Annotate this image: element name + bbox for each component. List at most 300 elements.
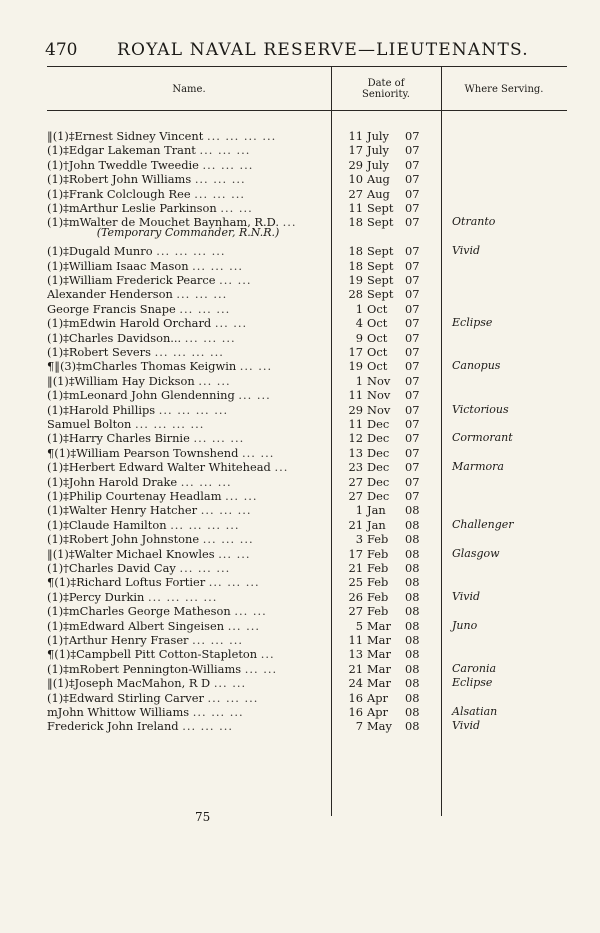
seniority-year: 07 bbox=[405, 201, 420, 215]
officer-name bbox=[47, 532, 329, 546]
table-row bbox=[47, 518, 567, 532]
column-header-where-serving: Where Serving. bbox=[464, 84, 544, 95]
officer-name-text: (1)‡mCharles George Matheson bbox=[47, 604, 231, 619]
table-row bbox=[47, 259, 567, 273]
officer-name bbox=[47, 590, 329, 604]
seniority-month: Oct bbox=[367, 359, 388, 374]
table-row bbox=[47, 647, 567, 661]
seniority-month: Nov bbox=[367, 402, 391, 417]
column-header-seniority-line1: Date of bbox=[367, 78, 405, 89]
seniority-day: 27 bbox=[348, 474, 363, 489]
seniority-day: 17 bbox=[348, 345, 363, 359]
seniority-year: 07 bbox=[405, 157, 420, 172]
serving-ship: Eclipse bbox=[452, 316, 493, 330]
officer-name-text: ¶(1)‡Richard Loftus Fortier bbox=[47, 575, 206, 590]
seniority-year: 07 bbox=[405, 388, 420, 403]
seniority-day: 13 bbox=[348, 445, 363, 460]
officer-name-text: (1)‡Harry Charles Birnie bbox=[47, 431, 190, 446]
seniority-year: 07 bbox=[405, 489, 420, 503]
seniority-year: 08 bbox=[405, 589, 420, 604]
seniority-month: July bbox=[367, 129, 389, 143]
seniority-month: Dec bbox=[367, 431, 390, 446]
seniority-day: 16 bbox=[348, 690, 363, 705]
table-row bbox=[47, 244, 567, 258]
table-row bbox=[47, 374, 567, 388]
seniority-day: 7 bbox=[355, 719, 363, 734]
seniority-month: Feb bbox=[367, 575, 389, 590]
table-row bbox=[47, 532, 567, 546]
table-row bbox=[47, 403, 567, 417]
table-row bbox=[47, 345, 567, 359]
officer-name-text: ¶(1)‡Campbell Pitt Cotton-Stapleton bbox=[47, 647, 258, 662]
seniority-month: Mar bbox=[367, 618, 391, 633]
serving-ship: Caronia bbox=[452, 661, 497, 675]
seniority-year: 08 bbox=[405, 647, 420, 662]
officer-name bbox=[47, 431, 329, 445]
table-row bbox=[47, 316, 567, 330]
officer-name bbox=[47, 287, 329, 301]
officer-name-text: ‖(1)‡Joseph MacMahon, R D bbox=[47, 676, 211, 691]
seniority-month: Sept bbox=[367, 201, 394, 215]
printer-signature: 75 bbox=[195, 810, 211, 824]
seniority-month: Oct bbox=[367, 345, 388, 359]
table-row bbox=[47, 575, 567, 589]
seniority-month: Dec bbox=[367, 445, 390, 460]
dot-leaders: ... bbox=[274, 460, 289, 475]
page-title: ROYAL NAVAL RESERVE—LIEUTENANTS. bbox=[117, 40, 529, 60]
seniority-day: 21 bbox=[348, 661, 363, 676]
officer-name bbox=[47, 633, 329, 647]
seniority-month: Feb bbox=[367, 546, 389, 561]
lieutenants-table bbox=[47, 66, 567, 816]
table-row bbox=[47, 417, 567, 431]
seniority-year: 07 bbox=[405, 402, 420, 417]
officer-name-text: (1)‡Claude Hamilton bbox=[47, 517, 167, 532]
table-row bbox=[47, 187, 567, 201]
officer-name-text: (1)‡Robert John Williams bbox=[47, 172, 192, 187]
seniority-month: Dec bbox=[367, 474, 390, 489]
seniority-year: 07 bbox=[405, 129, 420, 143]
dot-leaders: ... ... ... bbox=[193, 431, 245, 446]
officer-name bbox=[47, 345, 329, 359]
seniority-day: 11 bbox=[348, 417, 363, 431]
seniority-year: 07 bbox=[405, 172, 420, 187]
officer-name bbox=[47, 417, 329, 431]
seniority-day: 27 bbox=[348, 186, 363, 201]
dot-leaders: ... ... bbox=[244, 661, 278, 676]
officer-name bbox=[47, 518, 329, 532]
dot-leaders: ... ... bbox=[238, 388, 271, 403]
dot-leaders: ... bbox=[260, 647, 275, 662]
seniority-year: 08 bbox=[405, 503, 420, 518]
officer-name-text: (1)‡mEdwin Harold Orchard bbox=[47, 316, 212, 331]
seniority-year: 07 bbox=[405, 316, 420, 331]
seniority-year: 08 bbox=[405, 575, 420, 590]
table-row bbox=[47, 489, 567, 503]
officer-name-text: (1)‡William Frederick Pearce bbox=[47, 273, 216, 287]
dot-leaders: ... ... ... bbox=[179, 561, 231, 575]
rank-note: (Temporary Commander, R.N.R.) bbox=[96, 226, 280, 239]
dot-leaders: ... ... bbox=[214, 316, 248, 331]
seniority-year: 08 bbox=[405, 690, 420, 705]
table-row bbox=[47, 460, 567, 474]
officer-name-text: (1)†John Tweddle Tweedie bbox=[47, 157, 199, 172]
dot-leaders: ... ... ... bbox=[184, 330, 236, 345]
seniority-month: Feb bbox=[367, 589, 389, 604]
officer-name bbox=[47, 388, 329, 402]
officer-name-text: Frederick John Ireland bbox=[47, 719, 179, 734]
seniority-year: 07 bbox=[405, 287, 420, 302]
seniority-day: 17 bbox=[348, 143, 363, 158]
dot-leaders: ... ... bbox=[242, 445, 275, 460]
seniority-year: 08 bbox=[405, 676, 420, 691]
seniority-year: 07 bbox=[405, 258, 420, 273]
officer-name bbox=[47, 705, 329, 719]
seniority-year: 07 bbox=[405, 373, 420, 388]
seniority-day: 11 bbox=[348, 633, 363, 647]
seniority-month: Sept bbox=[367, 244, 394, 259]
officer-name-text: (1)‡mArthur Leslie Parkinson bbox=[47, 201, 217, 215]
seniority-day: 13 bbox=[348, 647, 363, 662]
seniority-day: 16 bbox=[348, 705, 363, 719]
seniority-month: Jan bbox=[367, 503, 386, 518]
table-row bbox=[47, 719, 567, 733]
serving-ship: Marmora bbox=[452, 460, 504, 474]
seniority-day: 11 bbox=[348, 129, 363, 143]
seniority-month: May bbox=[367, 719, 392, 734]
seniority-month: Sept bbox=[367, 258, 394, 273]
officer-name bbox=[47, 662, 329, 676]
dot-leaders: ... ... ... ... bbox=[158, 402, 229, 417]
officer-name-text: (1)‡Edward Stirling Carver bbox=[47, 690, 204, 705]
dot-leaders: ... bbox=[282, 215, 297, 230]
officer-name-text: (1)‡Edgar Lakeman Trant bbox=[47, 143, 196, 158]
page-header bbox=[45, 40, 565, 64]
officer-name bbox=[47, 172, 329, 186]
dot-leaders: ... ... ... bbox=[199, 143, 251, 158]
table-row bbox=[47, 143, 567, 157]
officer-name-text: ‖(1)‡Ernest Sidney Vincent bbox=[47, 129, 204, 143]
officer-name bbox=[47, 158, 329, 172]
seniority-month: Mar bbox=[367, 676, 391, 691]
seniority-year: 07 bbox=[405, 301, 420, 316]
officer-name bbox=[47, 187, 329, 201]
seniority-month: Feb bbox=[367, 561, 389, 575]
seniority-day: 4 bbox=[355, 316, 363, 331]
seniority-year: 07 bbox=[405, 345, 420, 359]
seniority-day: 19 bbox=[348, 359, 363, 374]
table-row bbox=[47, 561, 567, 575]
officer-name-text: (1)‡William Isaac Mason bbox=[47, 258, 189, 273]
seniority-day: 23 bbox=[348, 460, 363, 475]
seniority-year: 08 bbox=[405, 661, 420, 676]
seniority-year: 08 bbox=[405, 546, 420, 561]
officer-name bbox=[47, 273, 329, 287]
officer-name-text: (1)‡Robert Severs bbox=[47, 345, 151, 359]
serving-ship: Glasgow bbox=[452, 546, 500, 560]
officer-name-text: (1)‡Dugald Munro bbox=[47, 244, 153, 259]
seniority-day: 11 bbox=[348, 388, 363, 403]
seniority-year: 07 bbox=[405, 215, 420, 230]
dot-leaders: ... ... ... bbox=[192, 258, 244, 273]
seniority-year: 07 bbox=[405, 417, 420, 431]
seniority-day: 18 bbox=[348, 215, 363, 230]
dot-leaders: ... ... ... bbox=[194, 172, 246, 187]
seniority-day: 18 bbox=[348, 244, 363, 259]
officer-name bbox=[47, 719, 329, 733]
table-row bbox=[47, 676, 567, 690]
officer-name bbox=[47, 561, 329, 575]
officer-name-text: (1)‡Herbert Edward Walter Whitehead bbox=[47, 460, 271, 475]
seniority-month: Aug bbox=[367, 186, 390, 201]
table-row bbox=[47, 705, 567, 719]
seniority-day: 1 bbox=[355, 373, 363, 388]
officer-name-text: ‖(1)‡Walter Michael Knowles bbox=[47, 546, 215, 561]
officer-name bbox=[47, 446, 329, 460]
dot-leaders: ... ... ... ... bbox=[148, 589, 218, 604]
seniority-day: 19 bbox=[348, 273, 363, 287]
seniority-month: Dec bbox=[367, 489, 390, 503]
seniority-month: Mar bbox=[367, 661, 391, 676]
serving-ship: Victorious bbox=[452, 402, 509, 416]
officer-name-text: ¶‖(3)‡mCharles Thomas Keigwin bbox=[47, 359, 237, 374]
officer-name bbox=[47, 302, 329, 316]
officer-name-text: (1)†Arthur Henry Fraser bbox=[47, 633, 189, 647]
seniority-day: 9 bbox=[355, 330, 363, 345]
seniority-month: Dec bbox=[367, 460, 390, 475]
seniority-day: 1 bbox=[355, 503, 363, 518]
officer-name-text: mJohn Whittow Williams bbox=[47, 705, 190, 719]
serving-ship: Canopus bbox=[452, 359, 501, 373]
seniority-year: 07 bbox=[405, 474, 420, 489]
seniority-day: 21 bbox=[348, 561, 363, 575]
officer-name bbox=[47, 129, 329, 143]
dot-leaders: ... ... bbox=[225, 489, 258, 503]
seniority-year: 08 bbox=[405, 618, 420, 633]
dot-leaders: ... ... ... bbox=[202, 157, 254, 172]
serving-ship: Otranto bbox=[452, 215, 496, 229]
seniority-month: Nov bbox=[367, 388, 391, 403]
table-row bbox=[47, 129, 567, 143]
serving-ship: Vivid bbox=[452, 244, 481, 258]
officer-name bbox=[47, 547, 329, 561]
dot-leaders: ... ... ... bbox=[207, 690, 259, 705]
seniority-month: Feb bbox=[367, 604, 389, 619]
seniority-day: 17 bbox=[348, 546, 363, 561]
dot-leaders: ... ... bbox=[218, 546, 251, 561]
officer-name-text: (1)‡mLeonard John Glendenning bbox=[47, 388, 235, 403]
table-row bbox=[47, 331, 567, 345]
dot-leaders: ... ... ... bbox=[200, 503, 252, 518]
officer-name bbox=[47, 143, 329, 157]
table-row bbox=[47, 302, 567, 316]
seniority-month: Oct bbox=[367, 301, 388, 316]
seniority-year: 07 bbox=[405, 143, 420, 158]
seniority-day: 11 bbox=[348, 201, 363, 215]
table-top-rule bbox=[47, 66, 567, 67]
seniority-month: Sept bbox=[367, 273, 394, 287]
dot-leaders: ... ... ... bbox=[208, 575, 260, 590]
officer-name bbox=[47, 503, 329, 517]
dot-leaders: ... ... bbox=[213, 676, 247, 691]
dot-leaders: ... ... bbox=[219, 273, 252, 287]
dot-leaders: ... ... ... bbox=[202, 532, 254, 547]
officer-name-text: (1)‡Philip Courtenay Headlam bbox=[47, 489, 222, 503]
seniority-day: 26 bbox=[348, 589, 363, 604]
seniority-day: 25 bbox=[348, 575, 363, 590]
officer-name-text: (1)‡Harold Phillips bbox=[47, 402, 156, 417]
serving-ship: Cormorant bbox=[452, 431, 513, 445]
officer-name-text: ¶(1)‡William Pearson Townshend bbox=[47, 445, 239, 460]
seniority-month: Apr bbox=[367, 690, 388, 705]
table-row bbox=[47, 158, 567, 172]
officer-name-text: ‖(1)‡William Hay Dickson bbox=[47, 373, 195, 388]
table-row bbox=[47, 431, 567, 445]
officer-name bbox=[47, 359, 329, 373]
officer-name bbox=[47, 374, 329, 388]
dot-leaders: ... ... ... ... bbox=[156, 244, 226, 259]
seniority-year: 07 bbox=[405, 186, 420, 201]
serving-ship: Challenger bbox=[452, 517, 514, 531]
table-header-rule bbox=[47, 110, 567, 111]
seniority-month: Mar bbox=[367, 633, 391, 647]
officer-name-text: (1)‡Percy Durkin bbox=[47, 589, 145, 604]
officer-name bbox=[47, 316, 329, 330]
seniority-day: 12 bbox=[348, 431, 363, 446]
officer-name bbox=[47, 201, 329, 215]
officer-name-text: (1)‡mEdward Albert Singeisen bbox=[47, 618, 225, 633]
dot-leaders: ... ... ... bbox=[194, 186, 246, 201]
seniority-day: 24 bbox=[348, 676, 363, 691]
officer-name bbox=[47, 619, 329, 633]
seniority-month: Feb bbox=[367, 532, 389, 547]
seniority-month: Nov bbox=[367, 373, 391, 388]
table-row bbox=[47, 633, 567, 647]
seniority-day: 10 bbox=[348, 172, 363, 187]
seniority-year: 07 bbox=[405, 445, 420, 460]
table-row bbox=[47, 273, 567, 287]
officer-name bbox=[47, 259, 329, 273]
seniority-year: 08 bbox=[405, 633, 420, 647]
officer-name-text: (1)†Charles David Cay bbox=[47, 561, 176, 575]
seniority-year: 07 bbox=[405, 460, 420, 475]
seniority-day: 5 bbox=[355, 618, 363, 633]
officer-name-text: Alexander Henderson bbox=[47, 287, 173, 302]
seniority-year: 08 bbox=[405, 705, 420, 719]
table-row bbox=[47, 590, 567, 604]
page-number: 470 bbox=[45, 40, 78, 60]
seniority-day: 21 bbox=[348, 517, 363, 532]
seniority-day: 29 bbox=[348, 157, 363, 172]
officer-name bbox=[47, 489, 329, 503]
seniority-day: 18 bbox=[348, 258, 363, 273]
table-row bbox=[47, 388, 567, 402]
seniority-month: Sept bbox=[367, 287, 394, 302]
seniority-year: 08 bbox=[405, 604, 420, 619]
seniority-month: Aug bbox=[367, 172, 390, 187]
seniority-month: Mar bbox=[367, 647, 391, 662]
officer-name bbox=[47, 604, 329, 618]
officer-name-text: (1)‡Frank Colclough Ree bbox=[47, 186, 191, 201]
dot-leaders: ... ... ... bbox=[192, 705, 244, 719]
seniority-year: 07 bbox=[405, 244, 420, 259]
officer-name-text: (1)‡Robert John Johnstone bbox=[47, 532, 200, 547]
table-row bbox=[47, 619, 567, 633]
dot-leaders: ... ... bbox=[220, 201, 253, 215]
officer-name-text: (1)‡mWalter de Mouchet Baynham, R.D. bbox=[47, 215, 279, 230]
table-row bbox=[47, 172, 567, 186]
officer-name bbox=[47, 244, 329, 258]
seniority-year: 08 bbox=[405, 532, 420, 547]
serving-ship: Juno bbox=[452, 618, 478, 632]
dot-leaders: ... ... ... ... bbox=[206, 129, 277, 143]
seniority-month: Apr bbox=[367, 705, 388, 719]
officer-name bbox=[47, 331, 329, 345]
serving-ship: Eclipse bbox=[452, 676, 493, 690]
seniority-day: 28 bbox=[348, 287, 363, 302]
officer-name bbox=[47, 676, 329, 690]
officer-name-text: Samuel Bolton bbox=[47, 417, 132, 431]
seniority-year: 07 bbox=[405, 359, 420, 374]
officer-name-text: (1)‡John Harold Drake bbox=[47, 474, 178, 489]
table-row bbox=[47, 604, 567, 618]
dot-leaders: ... ... ... bbox=[192, 633, 243, 647]
officer-name-text: (1)‡Walter Henry Hatcher bbox=[47, 503, 198, 518]
dot-leaders: ... ... bbox=[239, 359, 273, 374]
column-header-seniority bbox=[331, 78, 441, 100]
officer-name-text: George Francis Snape bbox=[47, 301, 176, 316]
table-row bbox=[47, 201, 567, 215]
column-header-seniority-line2: Seniority. bbox=[362, 89, 410, 100]
dot-leaders: ... ... ... bbox=[182, 719, 234, 734]
table-row bbox=[47, 359, 567, 373]
table-row bbox=[47, 691, 567, 705]
seniority-year: 07 bbox=[405, 330, 420, 345]
seniority-month: Dec bbox=[367, 417, 390, 431]
dot-leaders: ... ... bbox=[198, 373, 231, 388]
seniority-year: 08 bbox=[405, 719, 420, 734]
dot-leaders: ... ... bbox=[227, 618, 261, 633]
officer-name bbox=[47, 575, 329, 589]
table-row bbox=[47, 475, 567, 489]
officer-name-text: (1)‡Charles Davidson... bbox=[47, 330, 182, 345]
dot-leaders: ... ... ... bbox=[180, 474, 232, 489]
seniority-month: Sept bbox=[367, 215, 394, 230]
serving-ship: Alsatian bbox=[452, 705, 498, 718]
officer-name-text: (1)‡mRobert Pennington-Williams bbox=[47, 661, 242, 676]
dot-leaders: ... ... ... ... bbox=[170, 517, 240, 532]
seniority-day: 1 bbox=[355, 301, 363, 316]
table-row bbox=[47, 287, 567, 301]
dot-leaders: ... ... ... ... bbox=[154, 345, 224, 359]
seniority-month: Oct bbox=[367, 330, 388, 345]
seniority-year: 08 bbox=[405, 561, 420, 575]
serving-ship: Vivid bbox=[452, 589, 481, 603]
seniority-year: 07 bbox=[405, 273, 420, 287]
seniority-month: July bbox=[367, 157, 389, 172]
dot-leaders: ... ... ... bbox=[179, 301, 231, 316]
dot-leaders: ... ... bbox=[234, 604, 267, 619]
table-row bbox=[47, 503, 567, 517]
seniority-day: 29 bbox=[348, 402, 363, 417]
dot-leaders: ... ... ... bbox=[176, 287, 228, 302]
officer-name bbox=[47, 691, 329, 705]
seniority-year: 08 bbox=[405, 517, 420, 532]
officer-name bbox=[47, 403, 329, 417]
seniority-day: 27 bbox=[348, 489, 363, 503]
dot-leaders: ... ... ... ... bbox=[135, 417, 205, 431]
officer-name bbox=[47, 647, 329, 661]
